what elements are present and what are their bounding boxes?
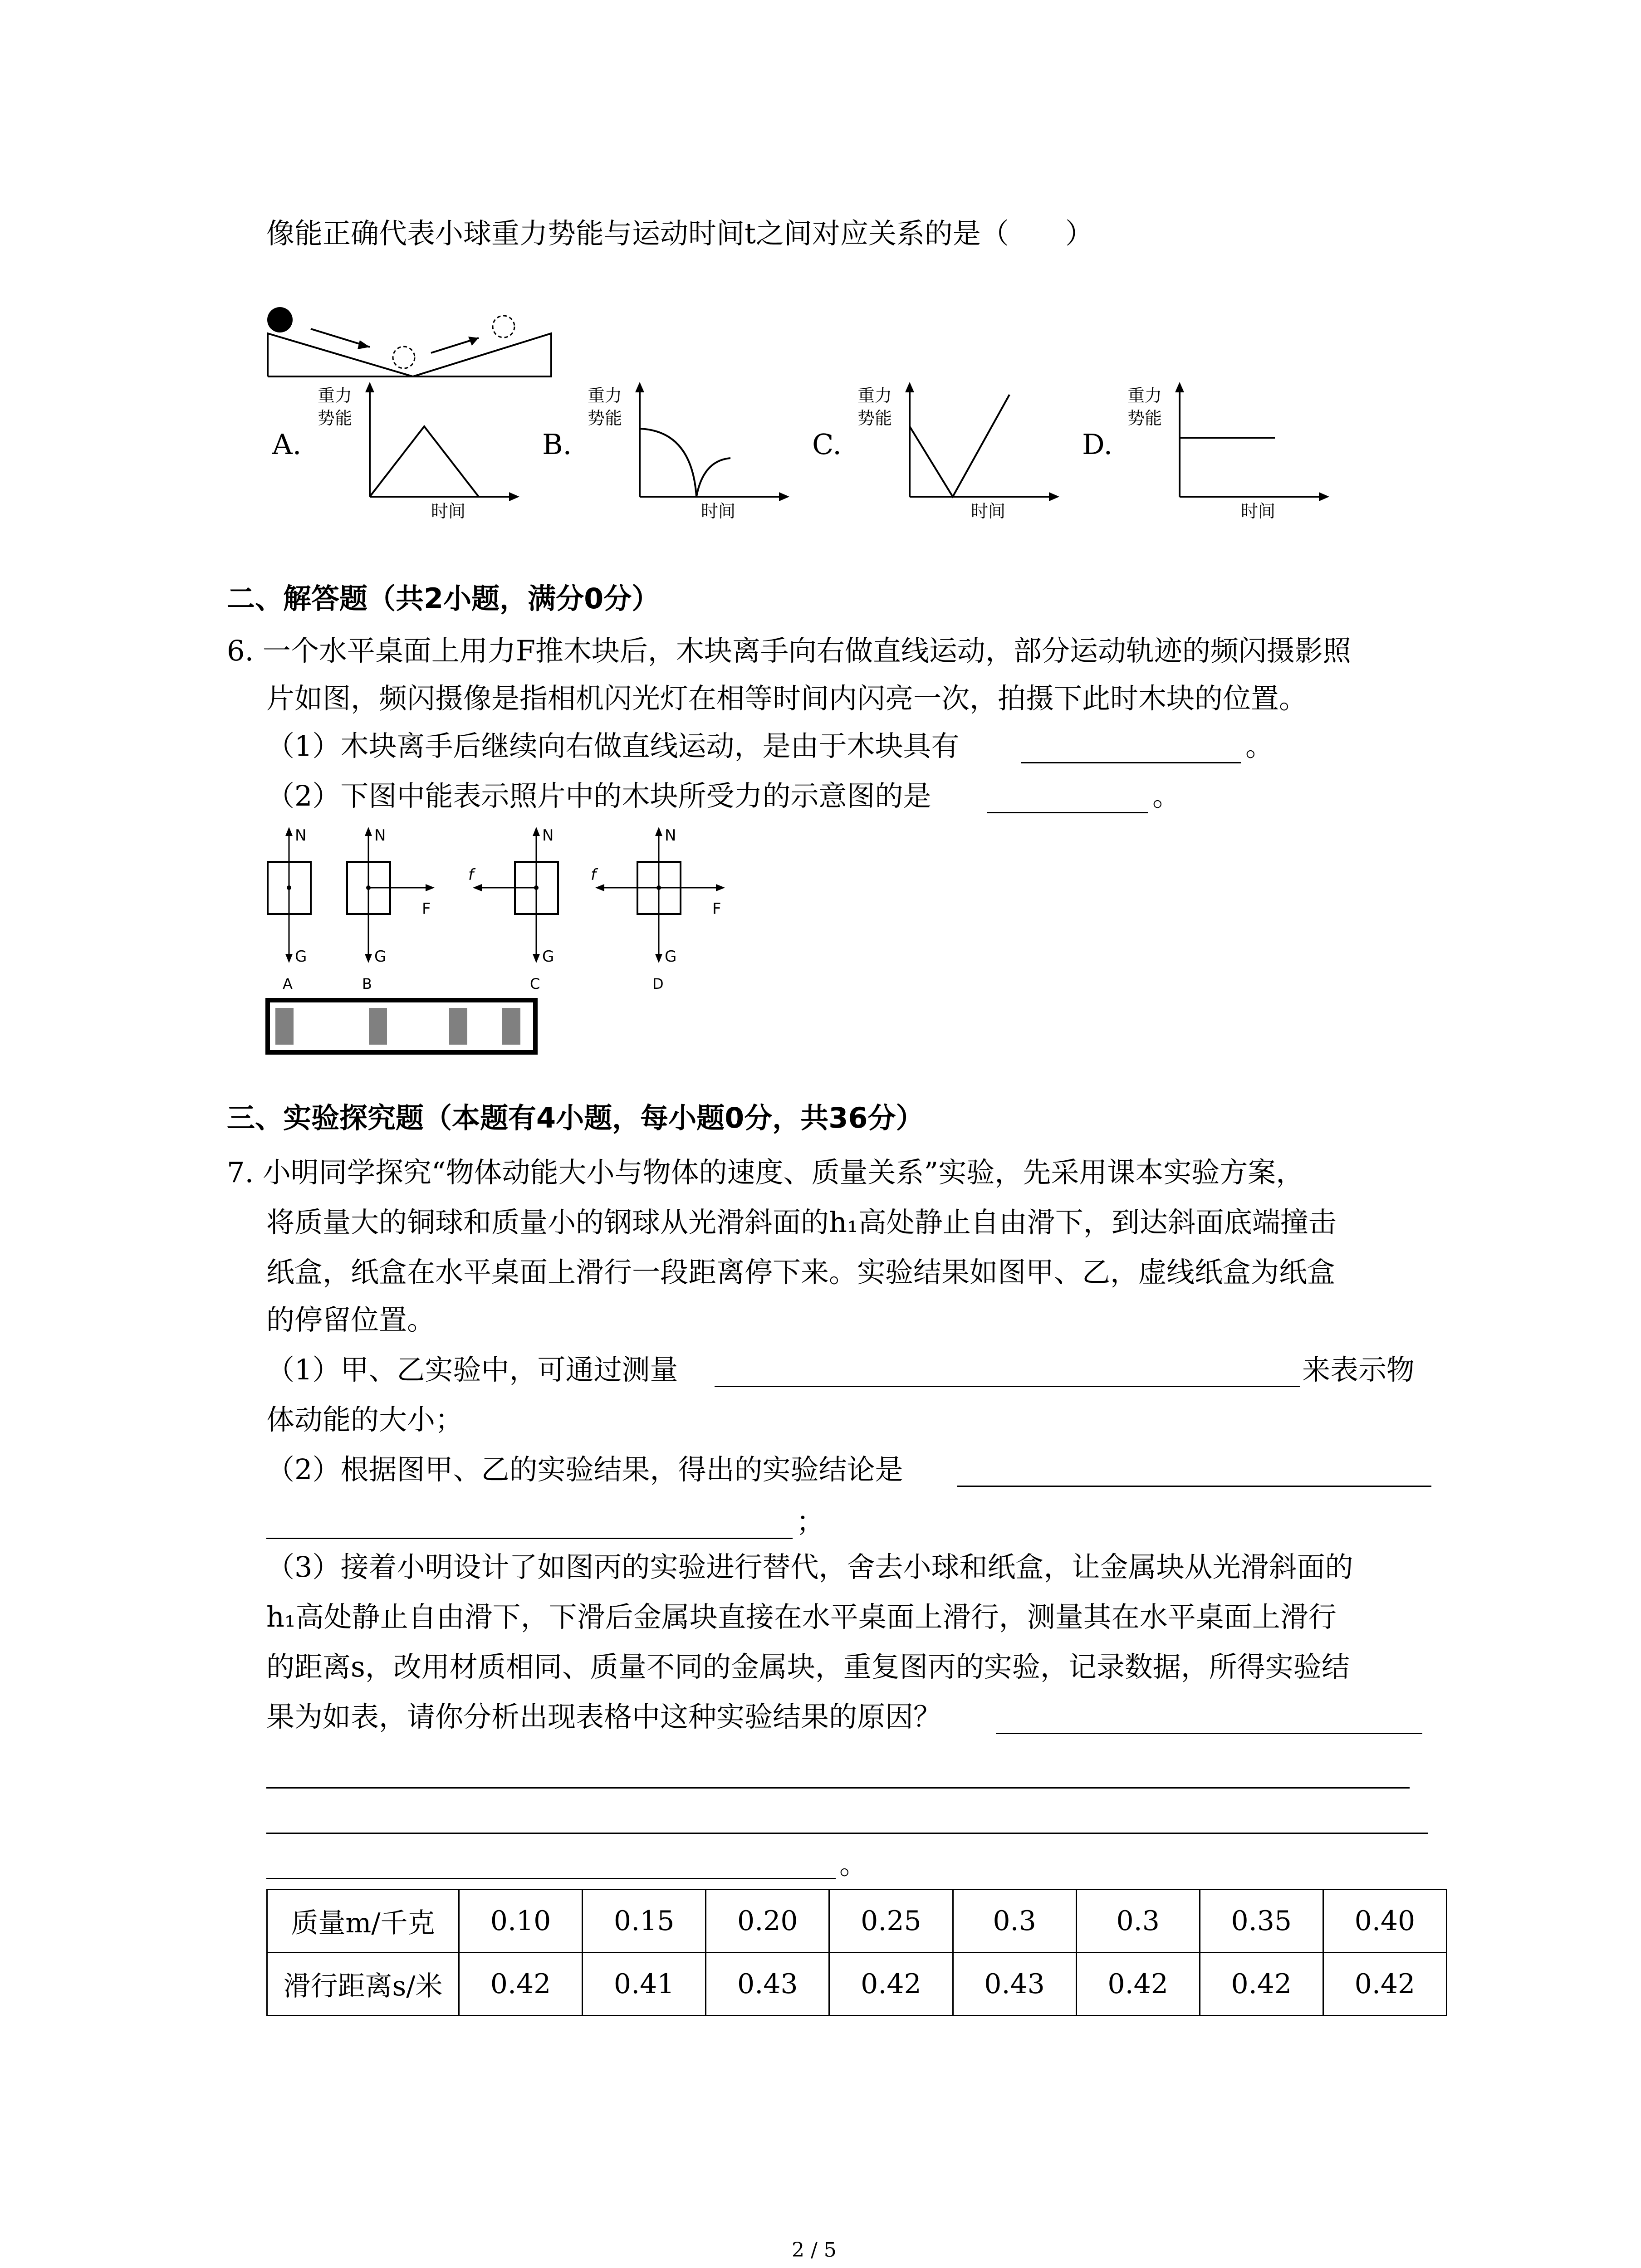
- force-diagram-b: [347, 826, 435, 992]
- q6-line2: 片如图，频闪摄像是指相机闪光灯在相等时间内闪亮一次，拍摄下此时木块的位置。: [266, 682, 1308, 715]
- q7-line3: 纸盒，纸盒在水平桌面上滑行一段距离停下来。实验结果如图甲、乙，虚线纸盒为纸盒: [266, 1256, 1336, 1289]
- graph-d-ylabel-2: 势能: [1127, 408, 1162, 428]
- q7-sub3-line3: 的距离s，改用材质相同、质量不同的金属块，重复图丙的实验，记录数据，所得实验结: [266, 1650, 1350, 1683]
- q7-sub3-answer-blank-2[interactable]: [266, 1787, 1410, 1789]
- q7-sub3-end: 。: [839, 1848, 868, 1881]
- force-diagrams: [259, 819, 749, 996]
- graph-d: [1125, 381, 1338, 522]
- svg-text:F: F: [712, 900, 721, 918]
- graph-a: [315, 381, 529, 522]
- force-diagram-d: [591, 826, 725, 992]
- q7-sub3-line1: （3）接着小明设计了如图丙的实验进行替代，舍去小球和纸盒，让金属块从光滑斜面的: [266, 1550, 1353, 1584]
- q7-sub2-answer-blank-1[interactable]: [957, 1486, 1431, 1487]
- table-cell: 0.43: [953, 1953, 1076, 2016]
- svg-text:N: N: [665, 826, 676, 845]
- graph-c-ylabel-1: 重力: [857, 386, 892, 406]
- option-b-label: B.: [542, 428, 572, 461]
- strobe-photo-strip: [265, 998, 538, 1055]
- table-header-mass: 质量m/千克: [267, 1890, 459, 1953]
- q7-sub1-c: 体动能的大小；: [266, 1403, 464, 1436]
- graph-d-ylabel-1: 重力: [1127, 386, 1162, 406]
- q6-sub2-end: 。: [1152, 779, 1181, 812]
- graph-a-xlabel: 时间: [431, 501, 466, 521]
- ball-start: [267, 307, 293, 332]
- q7-sub3-answer-blank-3[interactable]: [266, 1833, 1428, 1834]
- table-cell: 0.35: [1200, 1890, 1323, 1953]
- q7-sub1-a: （1）甲、乙实验中，可通过测量: [266, 1353, 678, 1386]
- svg-text:B: B: [362, 975, 372, 992]
- ball-top-dashed: [493, 316, 514, 337]
- q7-sub3-line2: h₁高处静止自由滑下，下滑后金属块直接在水平桌面上滑行，测量其在水平桌面上滑行: [266, 1600, 1337, 1633]
- q6-sub2-answer-blank[interactable]: [987, 812, 1148, 813]
- svg-text:N: N: [295, 826, 307, 845]
- graph-d-xlabel: 时间: [1241, 501, 1276, 521]
- graph-c-ylabel-2: 势能: [857, 408, 892, 428]
- option-c-label: C.: [812, 428, 842, 461]
- q7-line4: 的停留位置。: [266, 1303, 436, 1336]
- q7-sub2: （2）根据图甲、乙的实验结果，得出的实验结论是: [266, 1453, 903, 1486]
- table-cell: 0.42: [829, 1953, 953, 2016]
- ramp-figure: [265, 299, 556, 381]
- table-cell: 0.15: [583, 1890, 706, 1953]
- option-d-label: D.: [1082, 428, 1113, 461]
- svg-text:N: N: [374, 826, 386, 845]
- q6-sub2: （2）下图中能表示照片中的木块所受力的示意图的是: [266, 779, 931, 812]
- table-cell: 0.42: [459, 1953, 583, 2016]
- force-diagram-a: [268, 826, 311, 992]
- q6-sub1-end: 。: [1245, 729, 1274, 763]
- graph-b-ylabel-2: 势能: [588, 408, 622, 428]
- table-cell: 0.20: [706, 1890, 829, 1953]
- svg-text:G: G: [542, 948, 554, 966]
- graph-a-ylabel-2: 势能: [318, 408, 353, 428]
- graph-c-xlabel: 时间: [971, 501, 1006, 521]
- q7-sub3-answer-blank-1[interactable]: [996, 1733, 1422, 1734]
- q6-line1: 6. 一个水平桌面上用力F推木块后，木块离手向右做直线运动，部分运动轨迹的频闪摄影照: [227, 634, 1351, 667]
- ball-bottom-dashed: [393, 347, 415, 368]
- force-diagram-c: [468, 826, 558, 992]
- table-cell: 0.3: [953, 1890, 1076, 1953]
- q7-sub1-answer-blank[interactable]: [715, 1386, 1300, 1387]
- table-cell: 0.42: [1200, 1953, 1323, 2016]
- svg-text:G: G: [665, 948, 677, 966]
- table-cell: 0.40: [1323, 1890, 1446, 1953]
- q6-sub1: （1）木块离手后继续向右做直线运动，是由于木块具有: [266, 729, 960, 763]
- q7-sub2-end: ；: [796, 1505, 825, 1538]
- table-cell: 0.42: [1323, 1953, 1446, 2016]
- svg-text:A: A: [283, 975, 293, 992]
- svg-text:N: N: [542, 826, 554, 845]
- graph-b: [585, 381, 798, 522]
- section3-heading: 三、实验探究题（本题有4小题，每小题0分，共36分）: [227, 1101, 924, 1134]
- svg-text:G: G: [295, 948, 307, 966]
- table-row-mass: [267, 1890, 1447, 1953]
- table-cell: 0.10: [459, 1890, 583, 1953]
- table-cell: 0.25: [829, 1890, 953, 1953]
- svg-text:f: f: [591, 866, 596, 884]
- q7-sub3-line4: 果为如表，请你分析出现表格中这种实验结果的原因？: [266, 1700, 942, 1733]
- svg-text:G: G: [374, 948, 387, 966]
- table-cell: 0.43: [706, 1953, 829, 2016]
- table-cell: 0.41: [583, 1953, 706, 2016]
- table-header-distance: 滑行距离s/米: [267, 1953, 459, 2016]
- q6-sub1-answer-blank[interactable]: [1021, 762, 1241, 763]
- q7-sub2-answer-blank-2[interactable]: [266, 1538, 793, 1539]
- page-number: 2 / 5: [792, 2239, 837, 2262]
- q7-line2: 将质量大的铜球和质量小的钢球从光滑斜面的h₁高处静止自由滑下，到达斜面底端撞击: [266, 1206, 1337, 1239]
- graph-b-ylabel-1: 重力: [588, 386, 622, 406]
- graph-b-xlabel: 时间: [701, 501, 736, 521]
- table-cell: 0.42: [1076, 1953, 1200, 2016]
- table-row-distance: [267, 1953, 1447, 2016]
- svg-text:F: F: [422, 900, 431, 918]
- q7-line1: 7. 小明同学探究“物体动能大小与物体的速度、质量关系”实验，先采用课本实验方案，: [227, 1156, 1304, 1189]
- q7-sub1-b: 来表示物: [1302, 1353, 1415, 1386]
- section2-heading: 二、解答题（共2小题，满分0分）: [227, 582, 660, 615]
- svg-text:f: f: [468, 866, 474, 884]
- graph-c: [855, 381, 1068, 522]
- graph-a-ylabel-1: 重力: [318, 386, 353, 406]
- svg-text:D: D: [652, 975, 664, 992]
- svg-text:C: C: [530, 975, 540, 992]
- option-a-label: A.: [272, 428, 302, 461]
- mass-distance-table: [266, 1889, 1447, 2016]
- q5-stem-tail: 像能正确代表小球重力势能与运动时间t之间对应关系的是（ ）: [266, 217, 1093, 250]
- table-cell: 0.3: [1076, 1890, 1200, 1953]
- q7-sub3-answer-blank-4[interactable]: [266, 1878, 836, 1879]
